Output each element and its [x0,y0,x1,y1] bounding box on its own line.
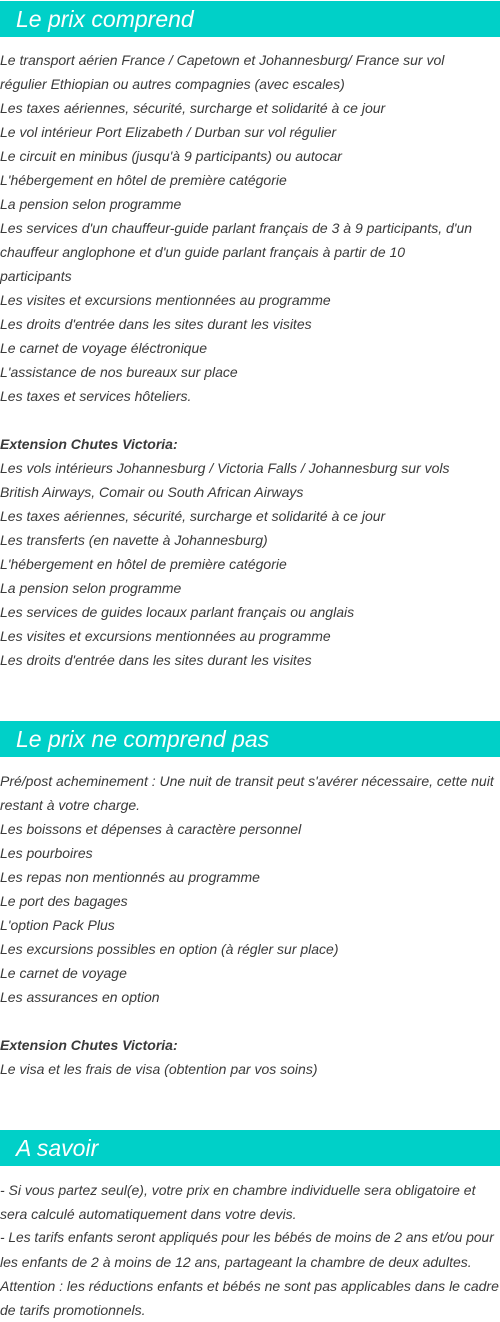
list-item: Les visites et excursions mentionnées au programme [0,628,331,644]
list-item: - Les tarifs enfants seront appliqués pour les bébés de moins de 2 ans et/ou pour [0,1230,494,1245]
list-item: les enfants de 2 à moins de 12 ans, partageant la chambre de deux adultes. [0,1254,472,1270]
spacer [0,1009,500,1033]
list-item: La pension selon programme [0,196,182,212]
extension-title: Extension Chutes Victoria: [0,1037,178,1053]
extension-title: Extension Chutes Victoria: [0,436,178,452]
list-item: Les vols intérieurs Johannesburg / Victoria Falls / Johannesburg sur vols [0,460,450,476]
list-item: Les pourboires [0,845,93,861]
list-item: chauffeur anglophone et d'un guide parlant français à partir de 10 [0,244,406,260]
list-item: sera calculé automatiquement dans votre devis. [0,1206,297,1222]
list-item: régulier Ethiopian ou autres compagnies (avec escales) [0,76,345,92]
list-item: La pension selon programme [0,580,182,596]
list-item: participants [0,268,72,284]
list-item: Attention : les réductions enfants et bébés ne sont pas applicables dans le cadre [0,1278,499,1294]
list-item: Pré/post acheminement : Une nuit de transit peut s'avérer nécessaire, cette nuit [0,773,494,789]
list-item: Le port des bagages [0,893,128,909]
list-item: Les transferts (en navette à Johannesburg) [0,532,268,548]
list-item: Les services d'un chauffeur-guide parlant français de 3 à 9 participants, d'un [0,220,473,236]
section-body-a-savoir [0,1178,500,1322]
list-item: Les taxes aériennes, sécurité, surcharge et solidarité à ce jour [0,508,386,524]
list-item: L'hébergement en hôtel de première catégorie [0,556,287,572]
list-item: de tarifs promotionnels. [0,1302,146,1318]
spacer [0,408,500,432]
list-item: Les services de guides locaux parlant français ou anglais [0,604,355,620]
list-item: Le visa et les frais de visa (obtention par vos soins) [0,1061,318,1077]
list-item: Le carnet de voyage [0,965,127,981]
list-item: Les repas non mentionnés au programme [0,869,260,885]
list-item: L'option Pack Plus [0,917,115,933]
list-item: British Airways, Comair ou South African Airways [0,484,304,500]
section-title-inclus: Le prix comprend [0,1,500,37]
list-item: Le carnet de voyage éléctronique [0,340,208,356]
list-item: Les excursions possibles en option (à régler sur place) [0,941,339,957]
list-item: Les boissons et dépenses à caractère personnel [0,821,302,837]
list-item: - Si vous partez seul(e), votre prix en chambre individuelle sera obligatoire et [0,1182,476,1198]
section-title-non-inclus: Le prix ne comprend pas [0,721,500,757]
list-item: Le transport aérien France / Capetown et Johannesburg/ France sur vol [0,52,445,68]
section-body-non-inclus [0,769,500,1081]
list-item: L'hébergement en hôtel de première catégorie [0,172,287,188]
list-item: restant à votre charge. [0,797,141,813]
list-item: Les taxes et services hôteliers. [0,388,192,404]
list-item: Les taxes aériennes, sécurité, surcharge et solidarité à ce jour [0,100,386,116]
list-item: Les visites et excursions mentionnées au programme [0,292,331,308]
list-item: Les droits d'entrée dans les sites durant les visites [0,652,312,668]
list-item: Les assurances en option [0,989,160,1005]
list-item: Le vol intérieur Port Elizabeth / Durban sur vol régulier [0,124,337,140]
list-item: L'assistance de nos bureaux sur place [0,364,238,380]
section-body-inclus [0,48,500,672]
section-title-a-savoir: A savoir [0,1130,500,1166]
list-item: Le circuit en minibus (jusqu'à 9 participants) ou autocar [0,148,342,164]
list-item: Les droits d'entrée dans les sites durant les visites [0,316,312,332]
